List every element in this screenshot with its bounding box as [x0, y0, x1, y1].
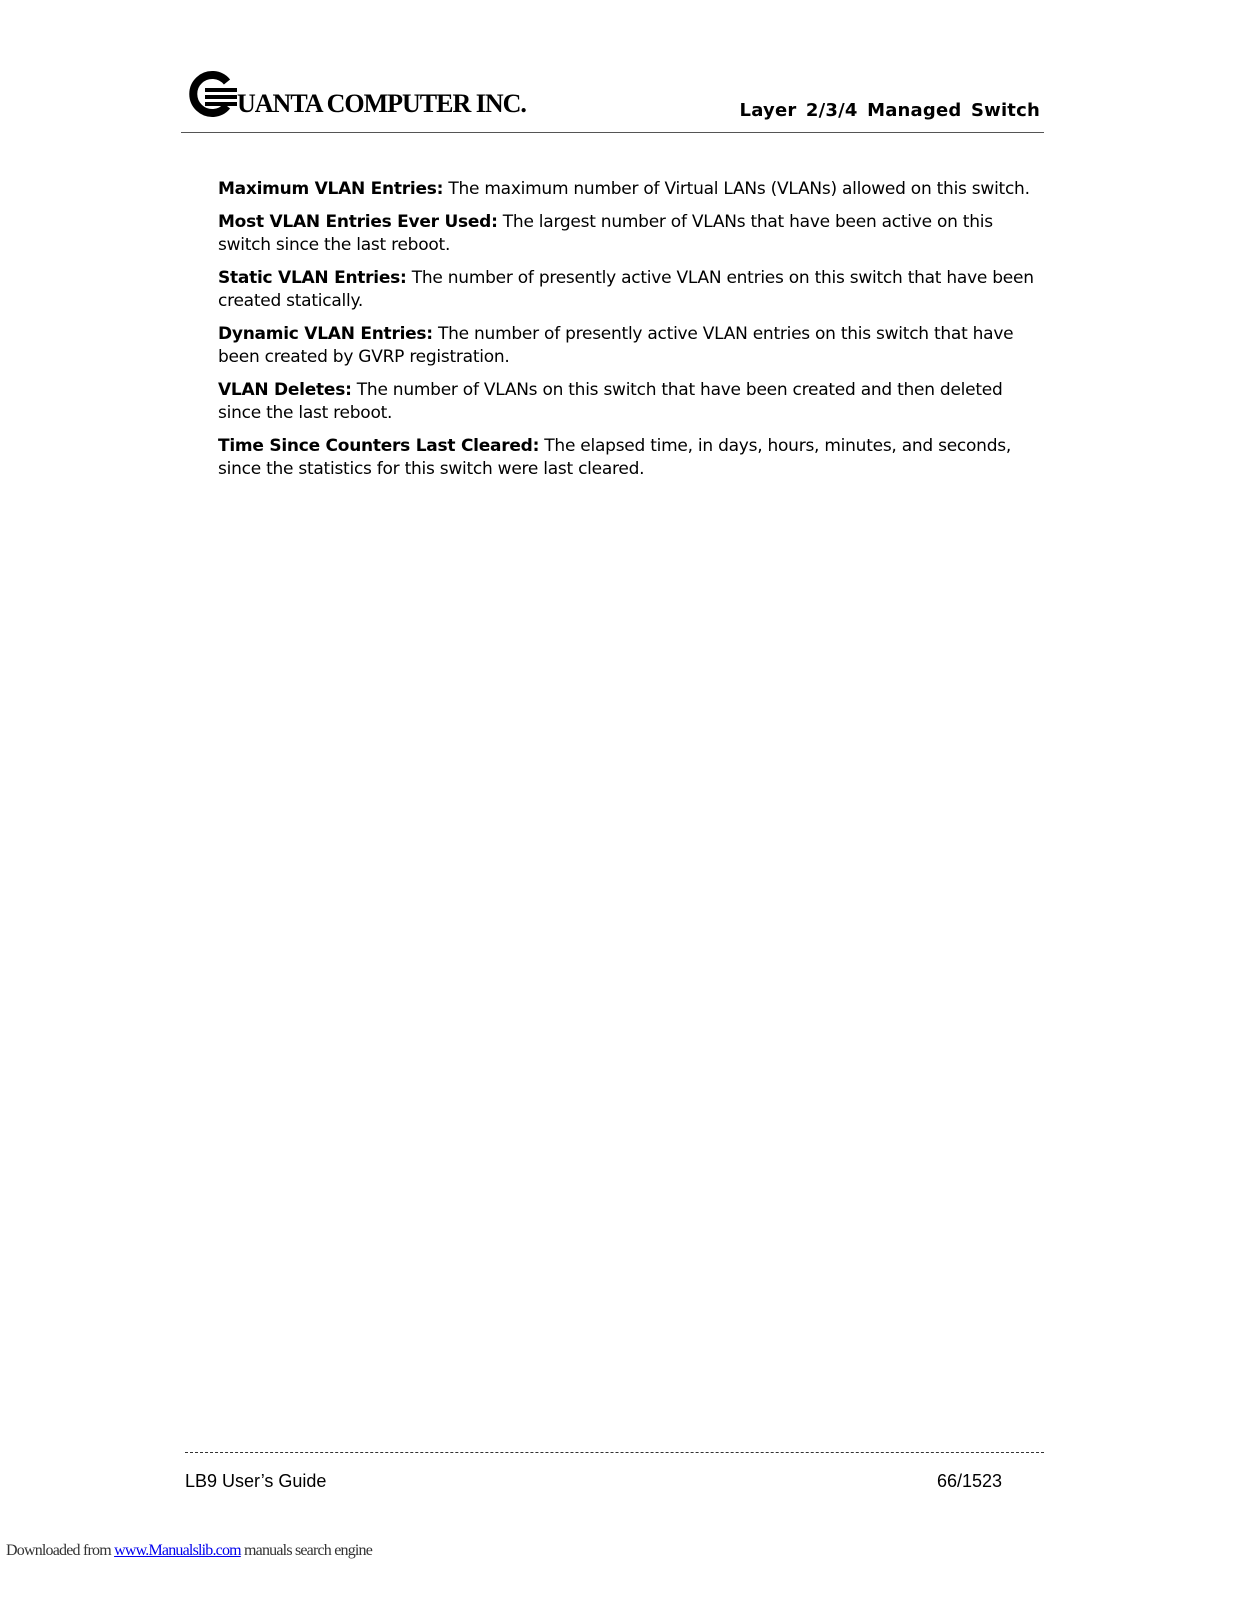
definition-entry — [218, 323, 1048, 369]
definition-entry — [218, 211, 1048, 257]
definition-term: Dynamic VLAN Entries: — [218, 324, 433, 344]
definition-term: VLAN Deletes: — [218, 380, 352, 400]
definition-entry — [218, 379, 1048, 425]
definition-term: Most VLAN Entries Ever Used: — [218, 212, 498, 232]
definition-term: Time Since Counters Last Cleared: — [218, 436, 540, 456]
company-logo — [187, 64, 526, 120]
definition-list — [218, 178, 1048, 491]
header-divider — [181, 132, 1044, 133]
quanta-q-logo-icon — [187, 68, 237, 120]
page-number: 66/1523 — [937, 1471, 1003, 1491]
company-name: UANTA COMPUTER INC. — [237, 89, 526, 118]
definition-description: The number of presently active VLAN entries on this switch that have been created by GVRP registration. — [218, 324, 1014, 367]
download-note — [6, 1542, 372, 1560]
definition-entry — [218, 435, 1048, 481]
footer-divider — [185, 1452, 1044, 1453]
definition-description: The largest number of VLANs that have been active on this switch since the last reboot. — [218, 212, 993, 255]
definition-description: The number of presently active VLAN entries on this switch that have been created statically. — [218, 268, 1034, 311]
definition-entry — [218, 267, 1048, 313]
definition-term: Static VLAN Entries: — [218, 268, 407, 288]
definition-entry — [218, 178, 1048, 201]
manualslib-link[interactable]: www.Manualslib.com — [114, 1542, 241, 1559]
guide-name: LB9 User’s Guide — [185, 1471, 327, 1491]
download-note-prefix: Downloaded from — [6, 1542, 115, 1559]
document-title: Layer 2/3/4 Managed Switch — [739, 100, 1040, 121]
definition-description: The maximum number of Virtual LANs (VLANs) allowed on this switch. — [448, 179, 1030, 199]
download-note-suffix: manuals search engine — [240, 1542, 373, 1559]
definition-description: The elapsed time, in days, hours, minutes, and seconds, since the statistics for this switch were last cleared. — [218, 436, 1012, 479]
definition-term: Maximum VLAN Entries: — [218, 179, 444, 199]
definition-description: The number of VLANs on this switch that have been created and then deleted since the last reboot. — [218, 380, 1003, 423]
